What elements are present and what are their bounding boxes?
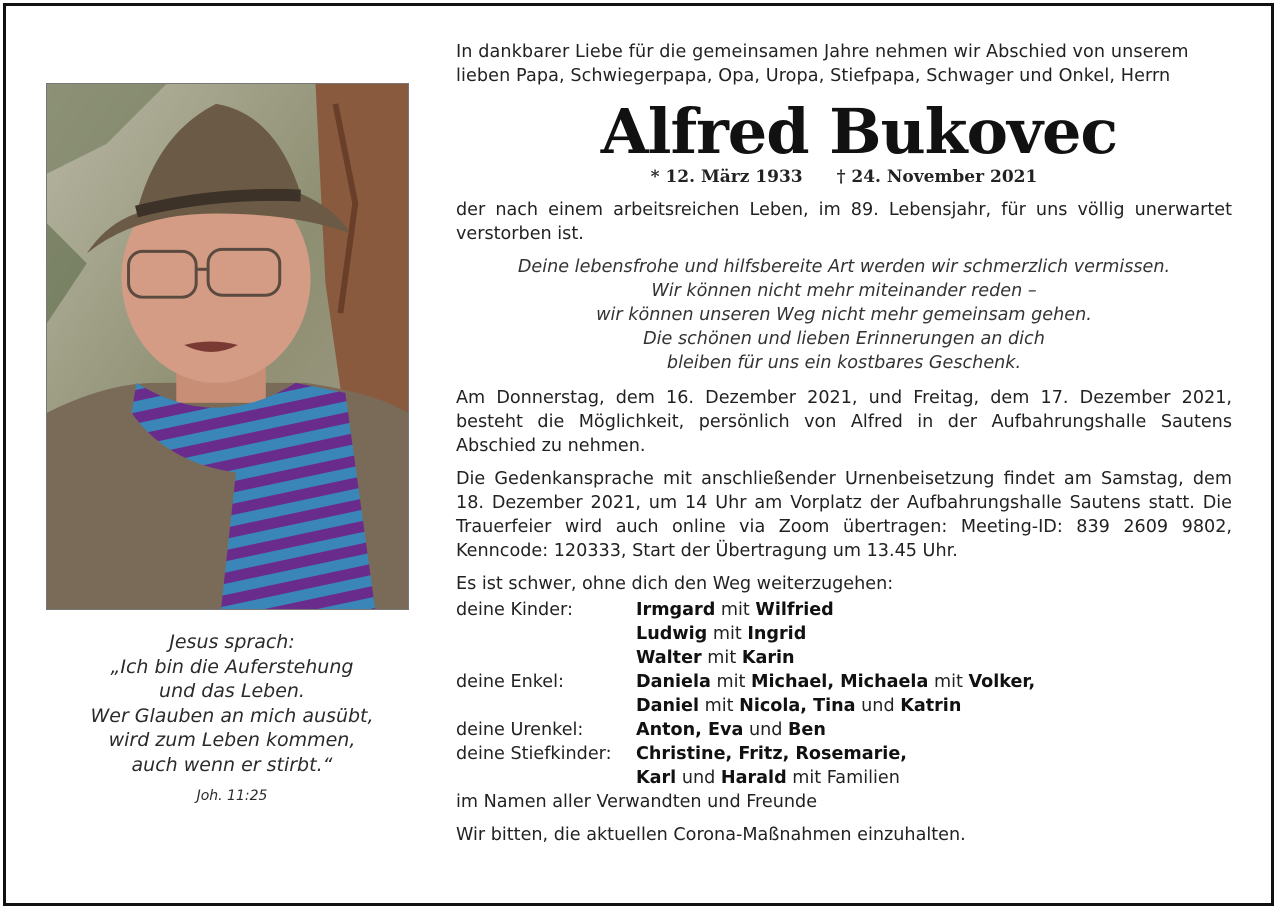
mourner-name: Ludwig (636, 624, 708, 644)
bible-quote (46, 630, 418, 805)
mourner-name: Wilfried (755, 600, 834, 620)
poem (456, 255, 1232, 375)
closing-line: Wir bitten, die aktuellen Corona-Maßnahmen einzuhalten. (456, 825, 966, 845)
mourner-names (636, 718, 826, 742)
death-date: † 24. November 2021 (836, 167, 1038, 187)
quote-line: „Ich bin die Auferstehung (110, 655, 354, 678)
connector-word: mit Familien (792, 768, 900, 788)
ceremony-text: Die Gedenkansprache mit anschließender Urnenbeisetzung findet am Samstag, dem 18. Dezember 2021, um 14 Uhr am Vorplatz der Aufbahrungshalle Sautens statt. Die Trauerfeier wird auch online via Zoom übertragen: Meeting-ID: 839 2609 9802, Kenncode: 120333, Start der Übertragung um 13.45 Uhr. (456, 469, 1232, 561)
mourner-row (456, 646, 1232, 670)
connector-word: mit (933, 672, 963, 692)
poem-line: bleiben für uns ein kostbares Geschenk. (666, 353, 1022, 373)
quote-line: auch wenn er stirbt.“ (131, 753, 333, 776)
mourner-name: Anton, Eva (636, 720, 744, 740)
mourner-row (456, 766, 1232, 790)
connector-word: mit (704, 696, 734, 716)
mourner-name: Karl (636, 768, 677, 788)
quote-line: wird zum Leben kommen, (108, 729, 356, 751)
mourner-name: Ben (788, 720, 826, 740)
mourner-names (636, 670, 1035, 694)
mourner-name: Volker, (968, 672, 1036, 692)
mourner-name: Michael, Michaela (751, 672, 929, 692)
mourner-names (636, 646, 795, 670)
mourner-name: Harald (720, 768, 787, 788)
portrait-photo (46, 83, 409, 610)
connector-word: mit (720, 600, 750, 620)
quote-line: Wer Glauben an mich ausübt, (90, 704, 374, 727)
mourner-name: Walter (636, 648, 702, 668)
mourner-label: deine Enkel: (456, 672, 564, 692)
connector-word: und (681, 768, 716, 788)
quote-reference: Joh. 11:25 (196, 788, 268, 804)
mourner-row (456, 670, 1232, 694)
mourner-name: Daniela (636, 672, 711, 692)
poem-line: Wir können nicht mehr miteinander reden – (651, 281, 1037, 301)
hard-line: Es ist schwer, ohne dich den Weg weiterzugehen: (456, 574, 894, 594)
mourner-names (636, 742, 907, 766)
mourner-row (456, 598, 1232, 622)
viewing-text: Am Donnerstag, dem 16. Dezember 2021, und Freitag, dem 17. Dezember 2021, besteht die Möglichkeit, persönlich von Alfred in der Aufbahrungshalle Sautens Abschied zu nehmen. (456, 388, 1232, 456)
poem-line: wir können unseren Weg nicht mehr gemeinsam gehen. (596, 305, 1092, 325)
mourner-names (636, 694, 961, 718)
mourner-row (456, 694, 1232, 718)
mourner-name: Ingrid (747, 624, 807, 644)
deceased-name: Alfred Bukovec (600, 95, 1118, 168)
connector-word: mit (707, 648, 737, 668)
mourner-name: Irmgard (636, 600, 716, 620)
intro-text: In dankbarer Liebe für die gemeinsamen Jahre nehmen wir Abschied von unserem lieben Papa, Schwiegerpapa, Opa, Uropa, Stiefpapa, Schwager und Onkel, Herrn (456, 42, 1189, 86)
obituary-text (456, 40, 1232, 847)
mourner-name: Karin (741, 648, 795, 668)
connector-word: mit (716, 672, 746, 692)
poem-line: Die schönen und lieben Erinnerungen an dich (643, 329, 1045, 349)
quote-line: und das Leben. (159, 680, 305, 702)
mourner-label: deine Urenkel: (456, 720, 584, 740)
mourner-row (456, 622, 1232, 646)
mourner-label: deine Stiefkinder: (456, 744, 612, 764)
mourner-names (636, 766, 900, 790)
connector-word: und (861, 696, 895, 716)
connector-word: mit (712, 624, 742, 644)
poem-line: Deine lebensfrohe und hilfsbereite Art werden wir schmerzlich vermissen. (517, 257, 1171, 277)
life-text: der nach einem arbeitsreichen Leben, im 89. Lebensjahr, für uns völlig unerwartet verstorben ist. (456, 200, 1232, 244)
connector-word: und (748, 720, 783, 740)
portrait-illustration (47, 84, 408, 609)
relatives-line: im Namen aller Verwandten und Freunde (456, 792, 818, 812)
quote-line: Jesus sprach: (169, 631, 295, 653)
mourner-row (456, 718, 1232, 742)
mourner-name: Nicola, Tina (739, 696, 856, 716)
mourner-names (636, 622, 806, 646)
mourner-names (636, 598, 834, 622)
mourners-list (456, 598, 1232, 790)
mourner-row (456, 742, 1232, 766)
mourner-name: Christine, Fritz, Rosemarie, (636, 744, 907, 764)
mourner-name: Daniel (636, 696, 699, 716)
mourner-name: Katrin (900, 696, 962, 716)
mourner-label: deine Kinder: (456, 600, 573, 620)
birth-date: * 12. März 1933 (650, 167, 803, 187)
